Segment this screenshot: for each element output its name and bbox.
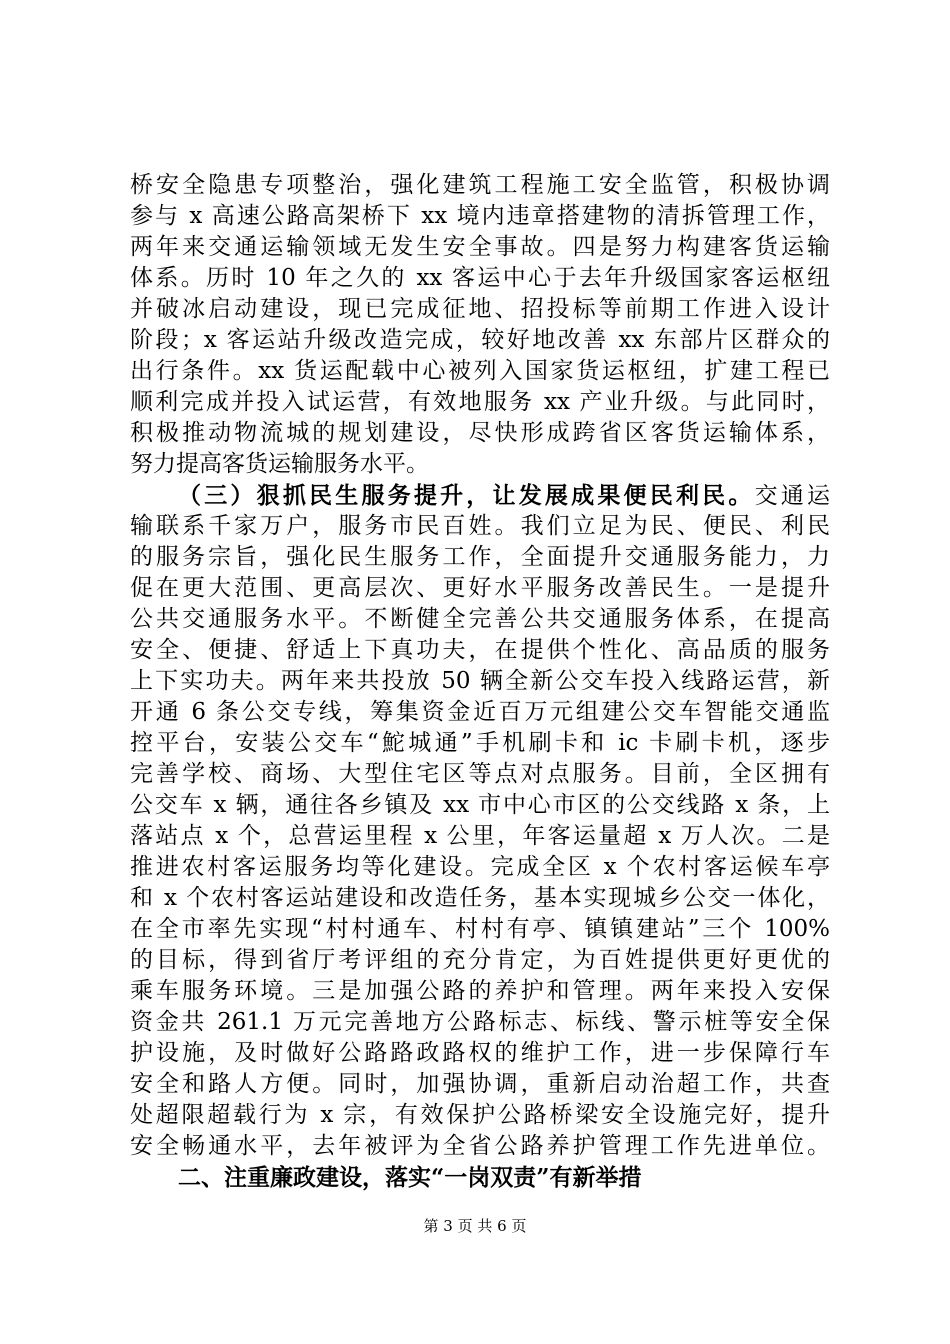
text-line: 完善学校、商场、大型住宅区等点对点服务。目前，全区拥有 (130, 761, 830, 787)
text-line: 和 x 个农村客运站建设和改造任务，基本实现城乡公交一体化， (130, 885, 830, 911)
paragraph-safety-transport (130, 170, 830, 480)
text-line: 乘车服务环境。三是加强公路的养护和管理。两年来投入安保 (130, 978, 830, 1004)
text-line: 努力提高客货运输服务水平。 (130, 451, 429, 477)
section-three (130, 480, 830, 1162)
text-line: 公共交通服务水平。不断健全完善公共交通服务体系，在提高 (130, 606, 830, 632)
text-line: 并破冰启动建设，现已完成征地、招投标等前期工作进入设计 (130, 296, 830, 322)
text-line: 阶段；x 客运站升级改造完成，较好地改善 xx 东部片区群众的 (130, 327, 830, 353)
text-line: 体系。历时 10 年之久的 xx 客运中心于去年升级国家客运枢纽 (130, 265, 830, 291)
section-three-first-line (130, 480, 830, 511)
text-line: 输联系千家万户，服务市民百姓。我们立足为民、便民、利民 (130, 513, 830, 539)
text-line: 控平台，安装公交车“鮀城通”手机刷卡和 ic 卡刷卡机，逐步 (130, 730, 830, 756)
text-line: 资金共 261.1 万元完善地方公路标志、标线、警示桩等安全保 (130, 1009, 830, 1035)
page-footer (0, 1216, 950, 1236)
section-three-first-line-rest: 交通运 (754, 483, 831, 509)
text-line: 顺利完成并投入试运营，有效地服务 xx 产业升级。与此同时， (130, 389, 830, 415)
page-number: 第 3 页 共 6 页 (423, 1217, 527, 1235)
text-line: 的目标，得到省厅考评组的充分肯定，为百姓提供更好更优的 (130, 947, 830, 973)
text-line: 落站点 x 个，总营运里程 x 公里，年客运量超 x 万人次。二是 (130, 823, 830, 849)
text-line: 上下实功夫。两年来共投放 50 辆全新公交车投入线路运营，新 (130, 668, 830, 694)
text-line: 护设施，及时做好公路路政路权的维护工作，进一步保障行车 (130, 1040, 830, 1066)
document-body (130, 170, 830, 1193)
text-line: 两年来交通运输领域无发生安全事故。四是努力构建客货运输 (130, 234, 830, 260)
text-line: 安全畅通水平，去年被评为全省公路养护管理工作先进单位。 (130, 1133, 830, 1159)
text-line: 处超限超载行为 x 宗，有效保护公路桥梁安全设施完好，提升 (130, 1102, 830, 1128)
text-line: 安全、便捷、舒适上下真功夫，在提供个性化、高品质的服务 (130, 637, 830, 663)
text-line: 促在更大范围、更高层次、更好水平服务改善民生。一是提升 (130, 575, 830, 601)
text-line: 桥安全隐患专项整治，强化建筑工程施工安全监管，积极协调 (130, 172, 830, 198)
section-three-heading: （三）狠抓民生服务提升，让发展成果便民利民。 (178, 482, 755, 509)
text-line: 推进农村客运服务均等化建设。完成全区 x 个农村客运候车亭 (130, 854, 830, 880)
text-line: 安全和路人方便。同时，加强协调，重新启动治超工作，共查 (130, 1071, 830, 1097)
text-line: 积极推动物流城的规划建设，尽快形成跨省区客货运输体系， (130, 420, 830, 446)
text-line: 出行条件。xx 货运配载中心被列入国家货运枢纽，扩建工程已 (130, 358, 830, 384)
section-two-heading: 二、注重廉政建设，落实“一岗双责”有新举措 (178, 1164, 642, 1191)
text-line: 公交车 x 辆，通往各乡镇及 xx 市中心市区的公交线路 x 条，上 (130, 792, 830, 818)
text-line: 开通 6 条公交专线，筹集资金近百万元组建公交车智能交通监 (130, 699, 830, 725)
text-line: 在全市率先实现“村村通车、村村有亭、镇镇建站”三个 100% (130, 916, 830, 942)
text-line: 参与 x 高速公路高架桥下 xx 境内违章搭建物的清拆管理工作， (130, 203, 830, 229)
text-line: 的服务宗旨，强化民生服务工作，全面提升交通服务能力，力 (130, 544, 830, 570)
